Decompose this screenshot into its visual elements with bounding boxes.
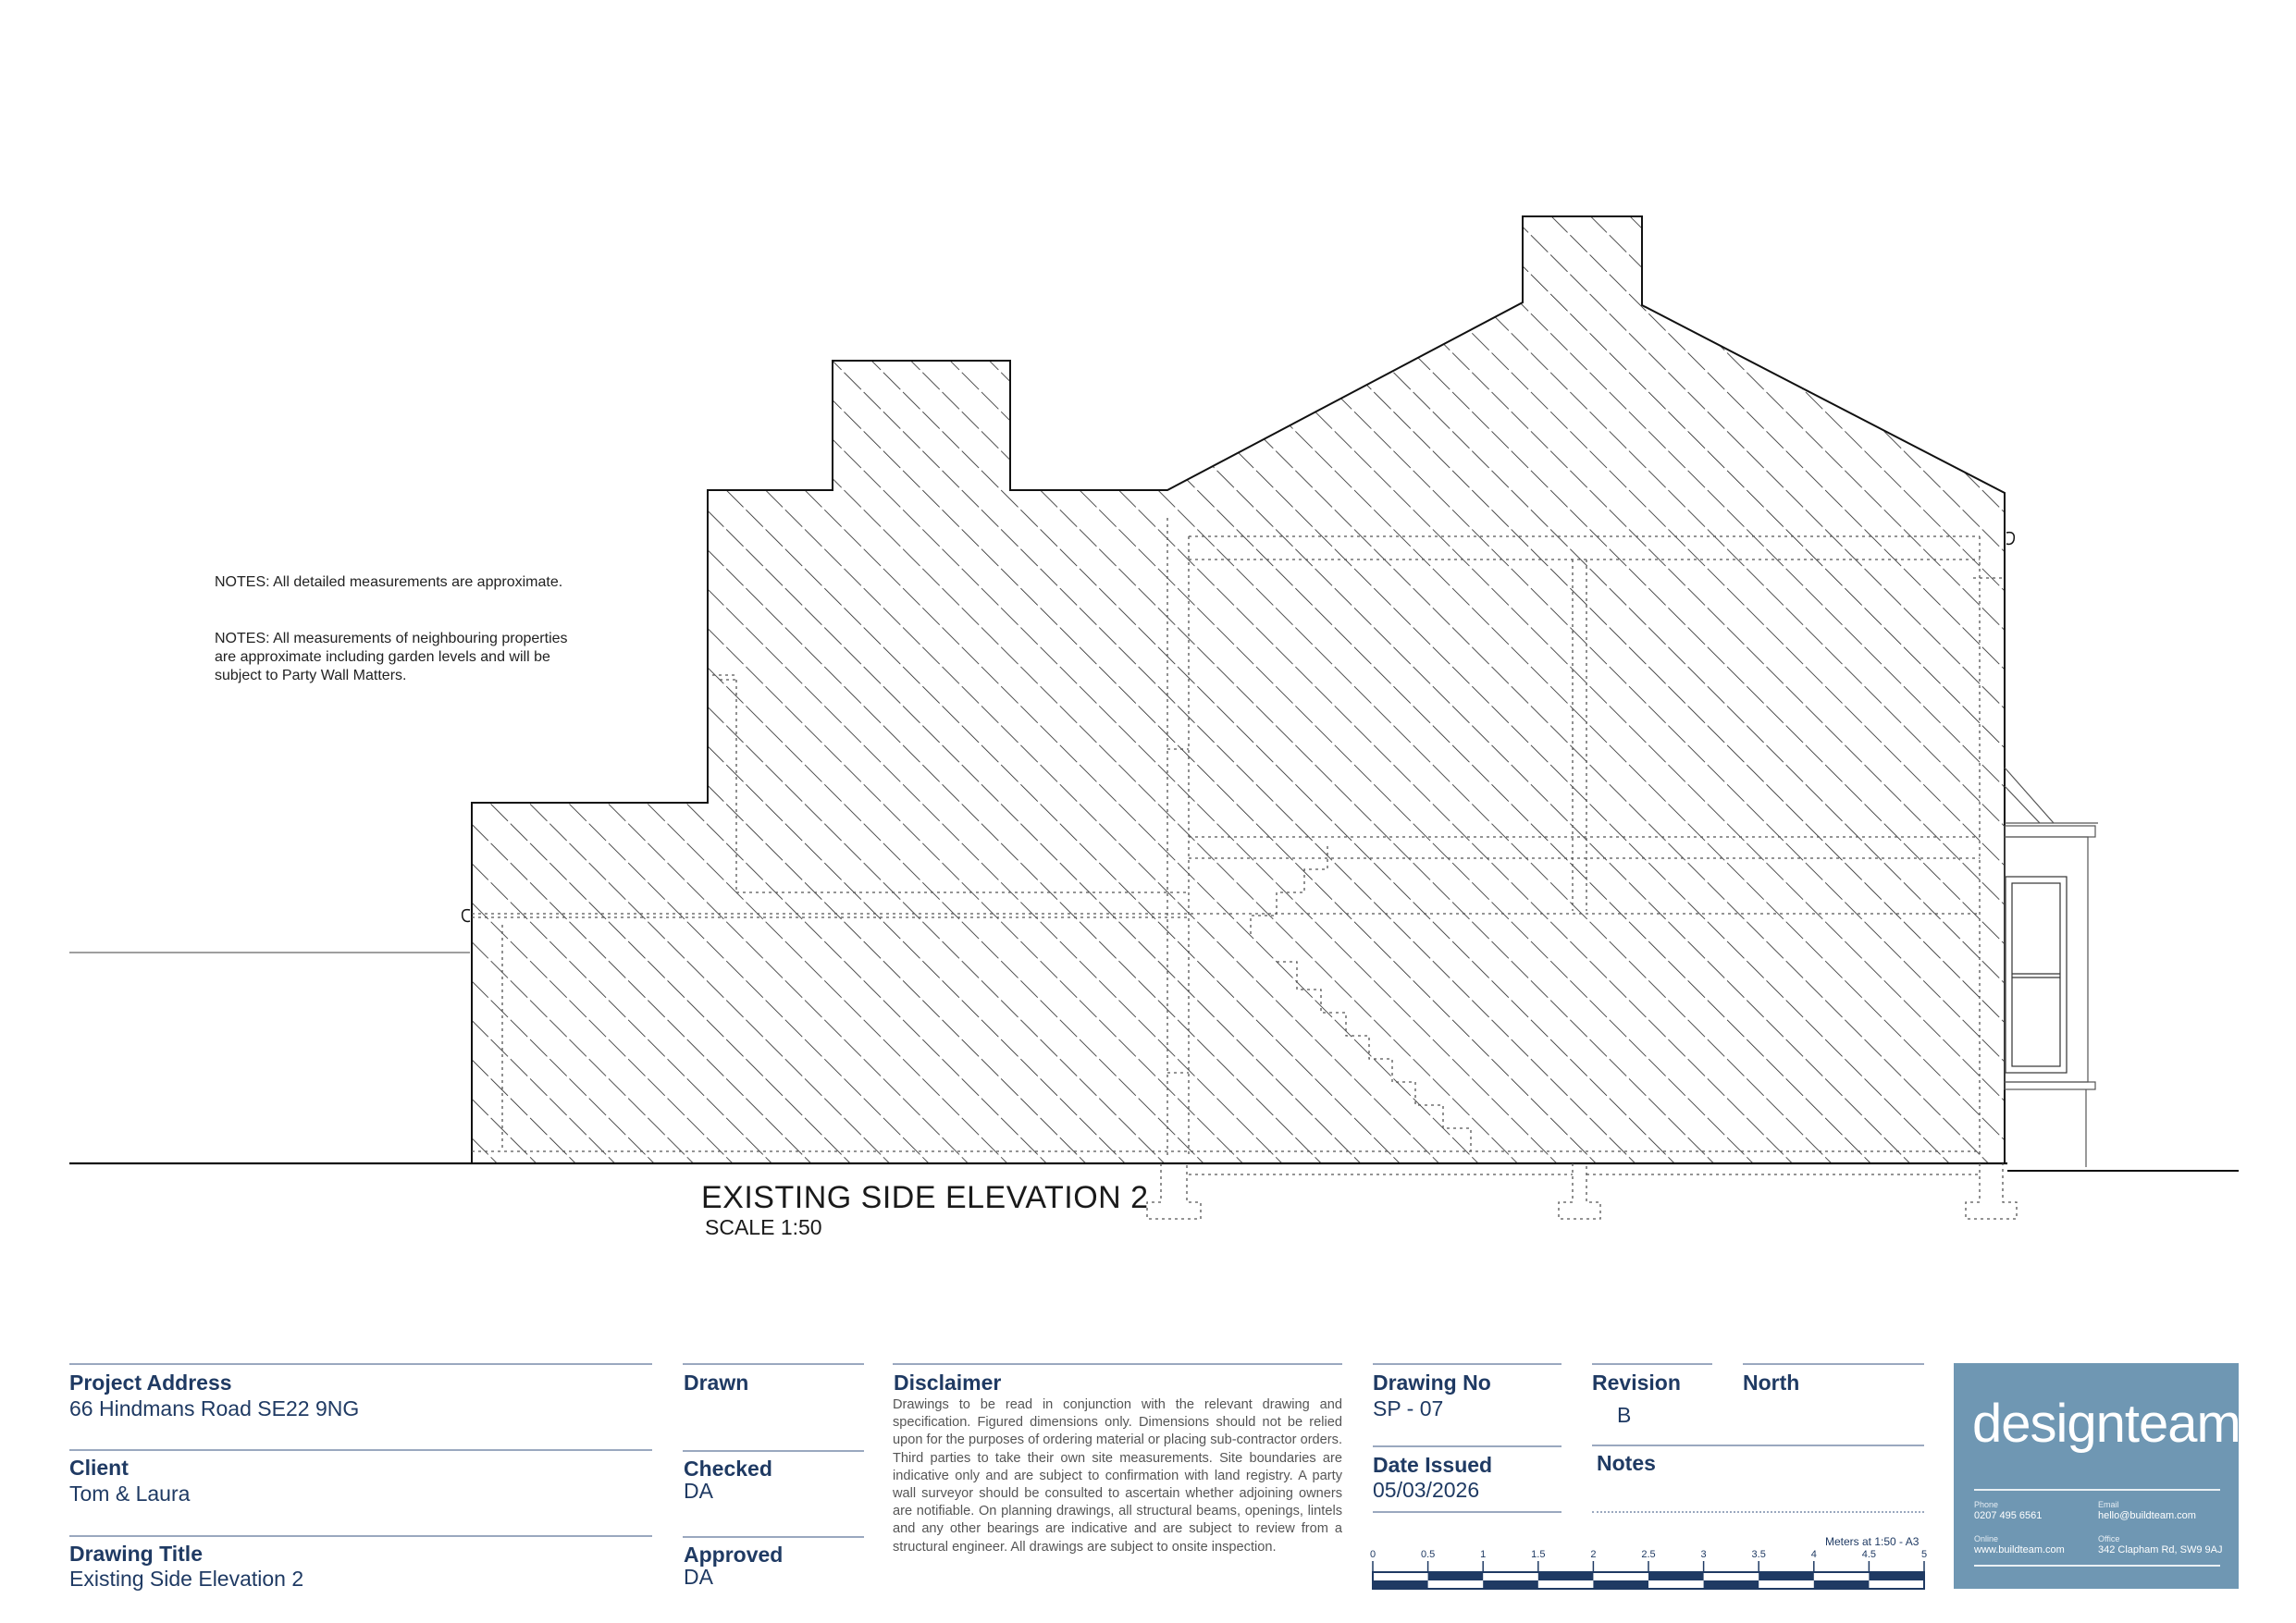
approved-label: Approved xyxy=(684,1543,784,1567)
scale-bar-segment xyxy=(1648,1572,1704,1580)
divider xyxy=(69,1535,652,1537)
scale-bar-label: 1 xyxy=(1480,1549,1487,1560)
scale-bar-label: 0.5 xyxy=(1420,1549,1436,1560)
scale-bar-segment xyxy=(1759,1572,1814,1580)
checked: DA xyxy=(684,1479,713,1503)
disclaimer-text: Drawings to be read in conjunction with the relevant drawing and specification. Figured dimensions only. Dimensions should not be relied upon for the purposes of ordering material or placing sub-contractor orders. Third parties to take their own site measurements. Site boundaries are indicative only and are subject to confirmation with land registry. A party wall surveyor should be consulted to ascertain whether adjoining owners are notifiable. On planning drawings, all structural beams, openings, lintels and any other bearings are indicative and are subject to review from a structural engineer. All drawings are subject to onsite inspection. xyxy=(893,1397,1342,1555)
divider xyxy=(893,1363,1342,1365)
client: Tom & Laura xyxy=(69,1482,191,1506)
divider xyxy=(1592,1445,1924,1446)
scale-bar-label: 2 xyxy=(1590,1549,1597,1560)
revision: B xyxy=(1617,1403,1632,1427)
scale-bar-label: 2.5 xyxy=(1641,1549,1656,1560)
scale-bar-label: 4 xyxy=(1810,1549,1817,1560)
checked-label: Checked xyxy=(684,1457,772,1481)
scale-bar-segment xyxy=(1428,1572,1484,1580)
email-label: Email xyxy=(2098,1500,2119,1509)
north-label: North xyxy=(1743,1371,1800,1395)
divider xyxy=(1743,1363,1924,1365)
email-link[interactable]: hello@buildteam.com xyxy=(2098,1510,2196,1521)
scale-bar-label: 5 xyxy=(1920,1549,1928,1560)
website-link[interactable]: www.buildteam.com xyxy=(1974,1544,2065,1555)
company-wordmark: designteam xyxy=(1972,1394,2240,1454)
gutter-bracket-left xyxy=(463,910,470,922)
office-label: Office xyxy=(2098,1534,2120,1543)
drawing-no: SP - 07 xyxy=(1373,1396,1444,1420)
divider xyxy=(683,1363,864,1365)
approved: DA xyxy=(684,1565,713,1589)
drawing-title-label: Drawing Title xyxy=(69,1542,203,1566)
gutter-bracket-right xyxy=(2006,533,2014,545)
scale-bar-segment xyxy=(1704,1580,1759,1589)
client-label: Client xyxy=(69,1456,129,1480)
date-issued-label: Date Issued xyxy=(1373,1453,1493,1477)
scale-bar-segment xyxy=(1814,1580,1870,1589)
neighbouring-bay xyxy=(2005,768,2098,1167)
drawing-title: Existing Side Elevation 2 xyxy=(69,1567,304,1591)
scale-bar-segment xyxy=(1869,1572,1924,1580)
divider xyxy=(1373,1511,1562,1513)
divider xyxy=(683,1450,864,1452)
divider xyxy=(1592,1511,1924,1513)
scale-bar-label: 3 xyxy=(1700,1549,1707,1560)
scale-bar-label: 0 xyxy=(1369,1549,1376,1560)
divider xyxy=(69,1363,652,1365)
scale-bar-segment xyxy=(1538,1572,1594,1580)
divider xyxy=(683,1536,864,1538)
company-logo-panel xyxy=(1954,1363,2239,1589)
phone[interactable]: 0207 495 6561 xyxy=(1974,1510,2043,1521)
drawing-no-label: Drawing No xyxy=(1373,1371,1491,1395)
project-address: 66 Hindmans Road SE22 9NG xyxy=(69,1396,360,1420)
divider xyxy=(1974,1565,2220,1567)
office-address: 342 Clapham Rd, SW9 9AJ xyxy=(2098,1544,2223,1555)
divider xyxy=(1373,1445,1562,1447)
scale-bar-label: 1.5 xyxy=(1531,1549,1546,1560)
phone-label: Phone xyxy=(1974,1500,1999,1509)
divider xyxy=(1373,1363,1562,1365)
drawn-label: Drawn xyxy=(684,1371,749,1395)
elevation-scale: SCALE 1:50 xyxy=(705,1215,822,1239)
note-neighbouring: NOTES: All measurements of neighbouring properties are approximate including garden levels and will be subject to Party Wall Matters. xyxy=(215,631,568,683)
divider xyxy=(1592,1363,1712,1365)
scale-bar-label: 4.5 xyxy=(1861,1549,1877,1560)
building-silhouette xyxy=(472,216,2005,1163)
divider xyxy=(1974,1489,2220,1491)
scale-bar xyxy=(1373,1561,1924,1589)
disclaimer-label: Disclaimer xyxy=(894,1371,1002,1395)
divider xyxy=(69,1449,652,1451)
scale-bar-segment xyxy=(1373,1580,1428,1589)
note-measurements: NOTES: All detailed measurements are approximate. xyxy=(215,574,563,590)
online-label: Online xyxy=(1974,1534,1999,1543)
date-issued: 05/03/2026 xyxy=(1373,1478,1480,1502)
scale-bar-segment xyxy=(1593,1580,1648,1589)
project-address-label: Project Address xyxy=(69,1371,232,1395)
elevation-title: EXISTING SIDE ELEVATION 2 xyxy=(701,1180,1149,1215)
revision-label: Revision xyxy=(1592,1371,1681,1395)
scale-bar-label: 3.5 xyxy=(1751,1549,1766,1560)
scale-bar-caption: Meters at 1:50 - A3 xyxy=(1825,1535,1920,1548)
scale-bar-segment xyxy=(1483,1580,1538,1589)
notes-label: Notes xyxy=(1597,1451,1656,1475)
